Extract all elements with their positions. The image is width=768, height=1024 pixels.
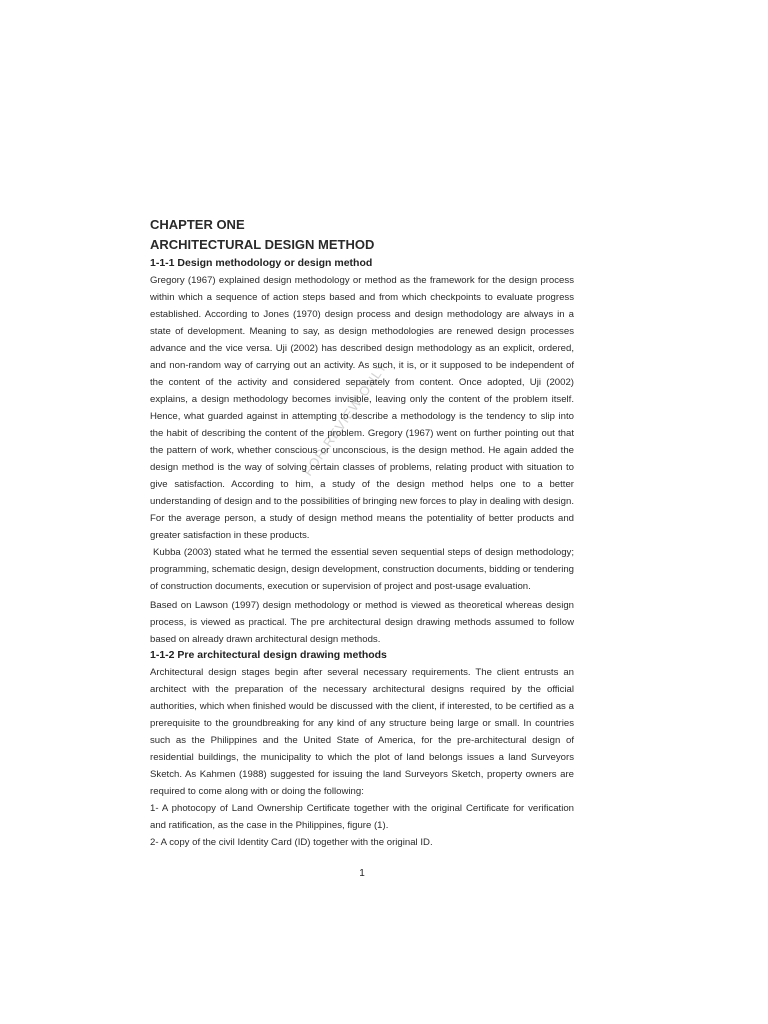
section1-paragraph-1: Gregory (1967) explained design methodology or method as the framework for the design process within which a sequence of action steps based and from which checkpoints to evaluate progress established. According to Jones (1970) design process and design methodology are always in a state of development. Meaning to say, as design methodologies are renewed design processes advance and the vice versa. Uji (2002) has described design methodology as an explicit, ordered, and non-random way of carrying out an activity. As such, it is, or it supposed to be independent of the content of the activity and considered separately from content. Once adopted, Uji (2002) explains, a design methodology becomes invisible, leaving only the content of the problem itself. Hence, what guarded against in attempting to describe a methodology is the tendency to slip into the habit of describing the content of the problem. Gregory (1967) went on further pointing out that the pattern of work, whether conscious or unconscious, is the design method. He again added the design method is the way of solving certain classes of problems, relating product with situation to give satisfaction. According to him, a study of the design method helps one to a better understanding of design and to the possibilities of bringing new forces to play in dealing with design. For the average person, a study of design method means the potentiality of better products and greater satisfaction in these products.	[150, 275, 574, 541]
list-item-1: 1- A photocopy of Land Ownership Certificate together with the original Certificate for verification and ratification, as the case in the Philippines, figure (1).	[150, 803, 574, 831]
watermark-text: FOR REVIEW ONLY	[300, 359, 390, 479]
section1-paragraph-3: Based on Lawson (1997) design methodology or method is viewed as theoretical whereas design process, is viewed as practical. The pre architectural design drawing methods assumed to follow based on already drawn architectural design methods.	[150, 600, 574, 645]
section1-paragraph-2: Kubba (2003) stated what he termed the essential seven sequential steps of design methodology; programming, schematic design, design development, construction documents, bidding or tendering of construction documents, execution or supervision of project and post-usage evaluation.	[150, 547, 574, 592]
list-item-2: 2- A copy of the civil Identity Card (ID) together with the original ID.	[150, 837, 433, 848]
chapter-label: CHAPTER ONE	[150, 217, 245, 232]
section2-paragraph-1: Architectural design stages begin after several necessary requirements. The client entrusts an architect with the preparation of the necessary architectural designs required by the official authorities, which when finished would be discussed with the client, if interested, to be certified as a prerequisite to the groundbreaking for any kind of any structure being large or small. In countries such as the Philippines and the United State of America, for the pre-architectural design of residential buildings, the municipality to which the plot of land belongs issues a land Surveyors Sketch. As Kahmen (1988) suggested for issuing the land Surveyors Sketch, property owners are required to come along with or doing the following:	[150, 667, 574, 797]
section-heading-1-1-2: 1-1-2 Pre architectural design drawing methods	[150, 649, 387, 661]
page-content	[150, 217, 574, 851]
chapter-title: ARCHITECTURAL DESIGN METHOD	[150, 237, 375, 252]
page-number: 1	[359, 868, 365, 879]
section-heading-1-1-1: 1-1-1 Design methodology or design method	[150, 257, 373, 269]
